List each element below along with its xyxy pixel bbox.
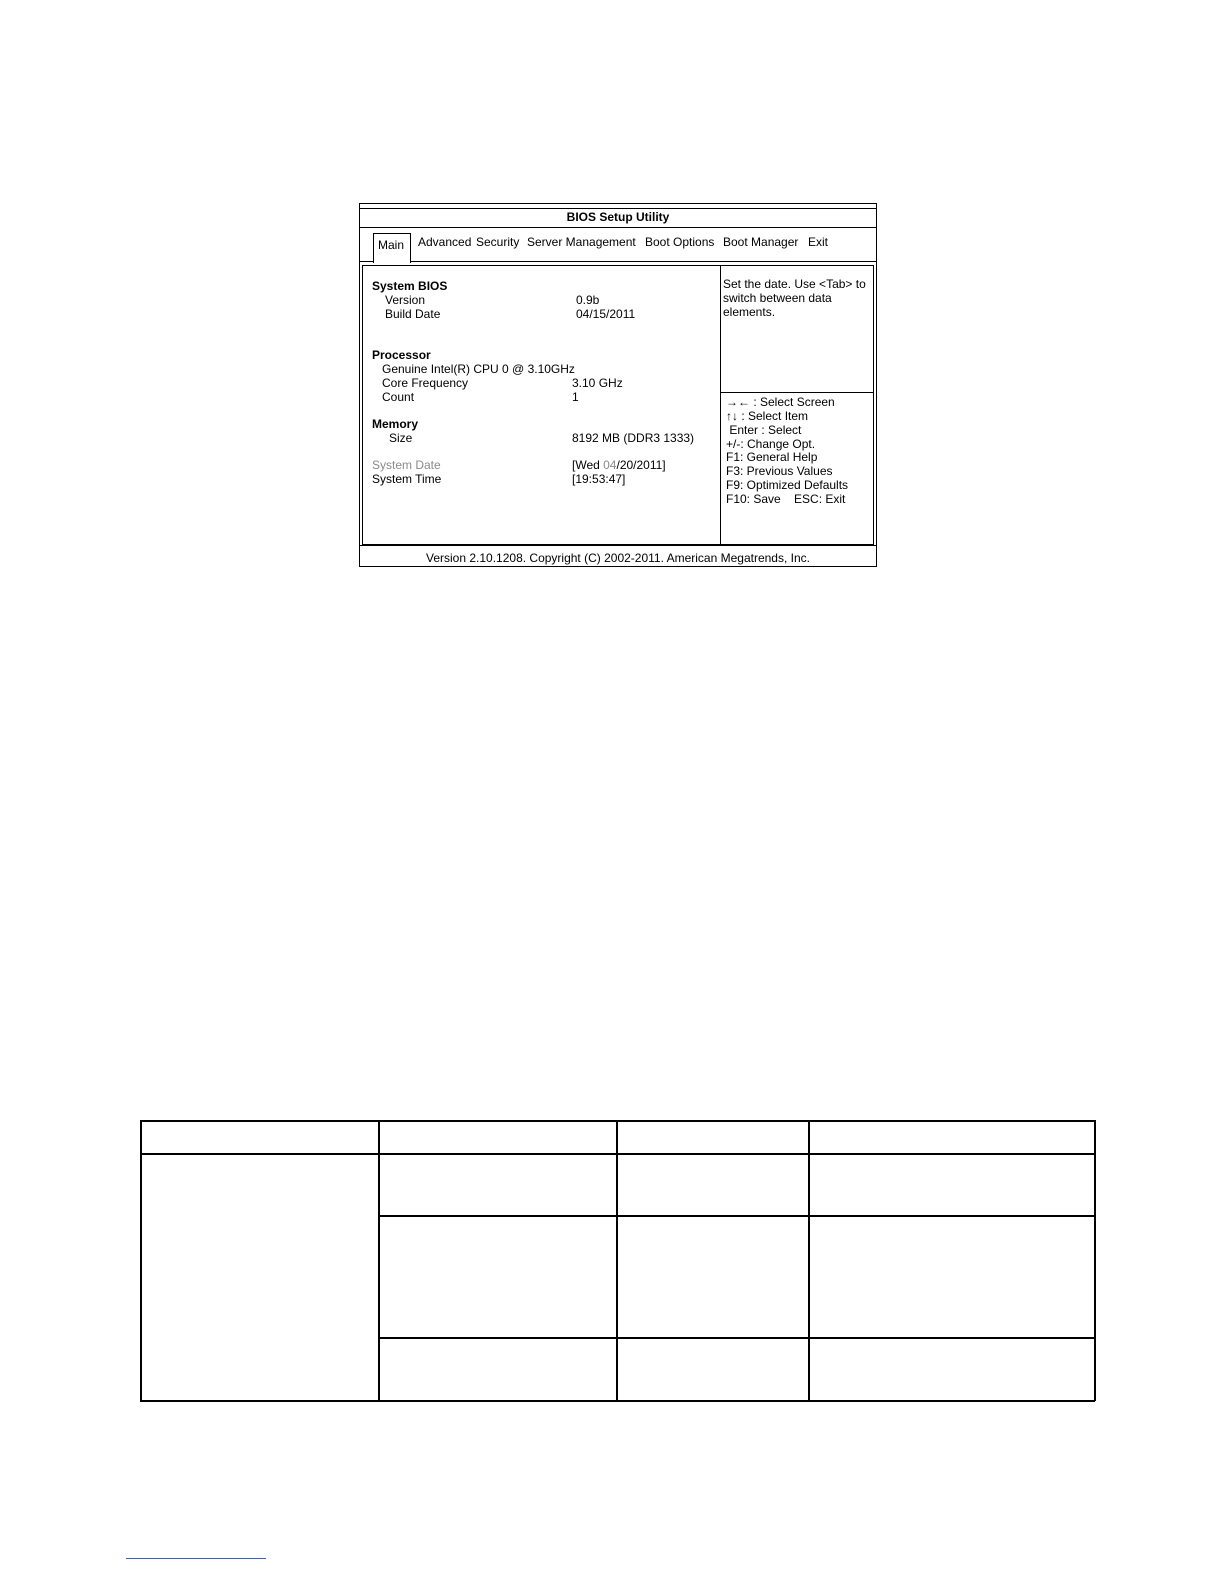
- table-col-divider-2: [616, 1120, 618, 1401]
- system-bios-heading: System BIOS: [372, 279, 448, 293]
- system-time-value[interactable]: [19:53:47]: [572, 472, 626, 486]
- processor-name: Genuine Intel(R) CPU 0 @ 3.10GHz: [382, 362, 575, 376]
- count-label: Count: [382, 390, 415, 404]
- bios-title: BIOS Setup Utility: [360, 208, 876, 228]
- system-date-value[interactable]: [572, 458, 666, 472]
- table-col-divider-1: [378, 1120, 380, 1401]
- system-date-month-field[interactable]: 04: [603, 458, 617, 472]
- tab-boot-manager[interactable]: Boot Manager: [723, 235, 799, 249]
- bios-screenshot-frame: [359, 203, 877, 567]
- table-left-border: [140, 1120, 142, 1401]
- key-hint-enter: Enter : Select: [726, 423, 802, 437]
- processor-heading: Processor: [372, 348, 431, 362]
- tab-main-gap: [374, 260, 410, 264]
- table-col-divider-3: [808, 1120, 810, 1401]
- key-hint-save-exit: F10: Save ESC: Exit: [726, 492, 846, 506]
- bios-footer-copyright: Version 2.10.1208. Copyright (C) 2002-2011. American Megatrends, Inc.: [360, 545, 876, 565]
- tab-advanced[interactable]: Advanced: [418, 235, 472, 249]
- bios-tab-bar: [360, 230, 876, 262]
- version-label: Version: [385, 293, 426, 307]
- core-frequency-label: Core Frequency: [382, 376, 469, 390]
- key-hint-optimized-defaults: F9: Optimized Defaults: [726, 478, 849, 492]
- system-date-label[interactable]: System Date: [372, 458, 441, 472]
- tab-main[interactable]: Main: [378, 238, 405, 252]
- help-divider-vertical: [720, 266, 721, 544]
- help-divider-horizontal: [720, 392, 874, 393]
- build-date-label: Build Date: [385, 307, 441, 321]
- build-date-value: 04/15/2011: [576, 307, 636, 321]
- tab-boot-options[interactable]: Boot Options: [645, 235, 715, 249]
- memory-size-label: Size: [389, 431, 413, 445]
- bios-main-panel: [362, 265, 874, 545]
- document-table: [140, 1120, 1095, 1400]
- count-value: 1: [572, 390, 579, 404]
- tab-server-management[interactable]: Server Management: [527, 235, 636, 249]
- memory-heading: Memory: [372, 417, 419, 431]
- tab-security[interactable]: Security: [476, 235, 520, 249]
- table-row-rule-1: [379, 1215, 1095, 1217]
- table-row-rule-2: [379, 1337, 1095, 1339]
- core-frequency-value: 3.10 GHz: [572, 376, 623, 390]
- key-hint-select-item: ↑↓ : Select Item: [726, 409, 809, 423]
- key-hint-general-help: F1: General Help: [726, 450, 818, 464]
- key-hint-previous-values: F3: Previous Values: [726, 464, 833, 478]
- version-value: 0.9b: [576, 293, 600, 307]
- footnote-separator: [126, 1558, 266, 1559]
- table-right-border: [1094, 1120, 1096, 1401]
- system-date-prefix: [Wed: [572, 458, 604, 472]
- tab-exit[interactable]: Exit: [808, 235, 829, 249]
- tab-bar-underline: [360, 261, 876, 262]
- key-hint-change-opt: +/-: Change Opt.: [726, 437, 816, 451]
- help-description: Set the date. Use <Tab> to switch between data elements.: [723, 277, 866, 319]
- system-time-label[interactable]: System Time: [372, 472, 442, 486]
- key-hint-select-screen: →← : Select Screen: [726, 395, 835, 409]
- memory-size-value: 8192 MB (DDR3 1333): [572, 431, 695, 445]
- system-date-suffix: /20/2011]: [616, 458, 666, 472]
